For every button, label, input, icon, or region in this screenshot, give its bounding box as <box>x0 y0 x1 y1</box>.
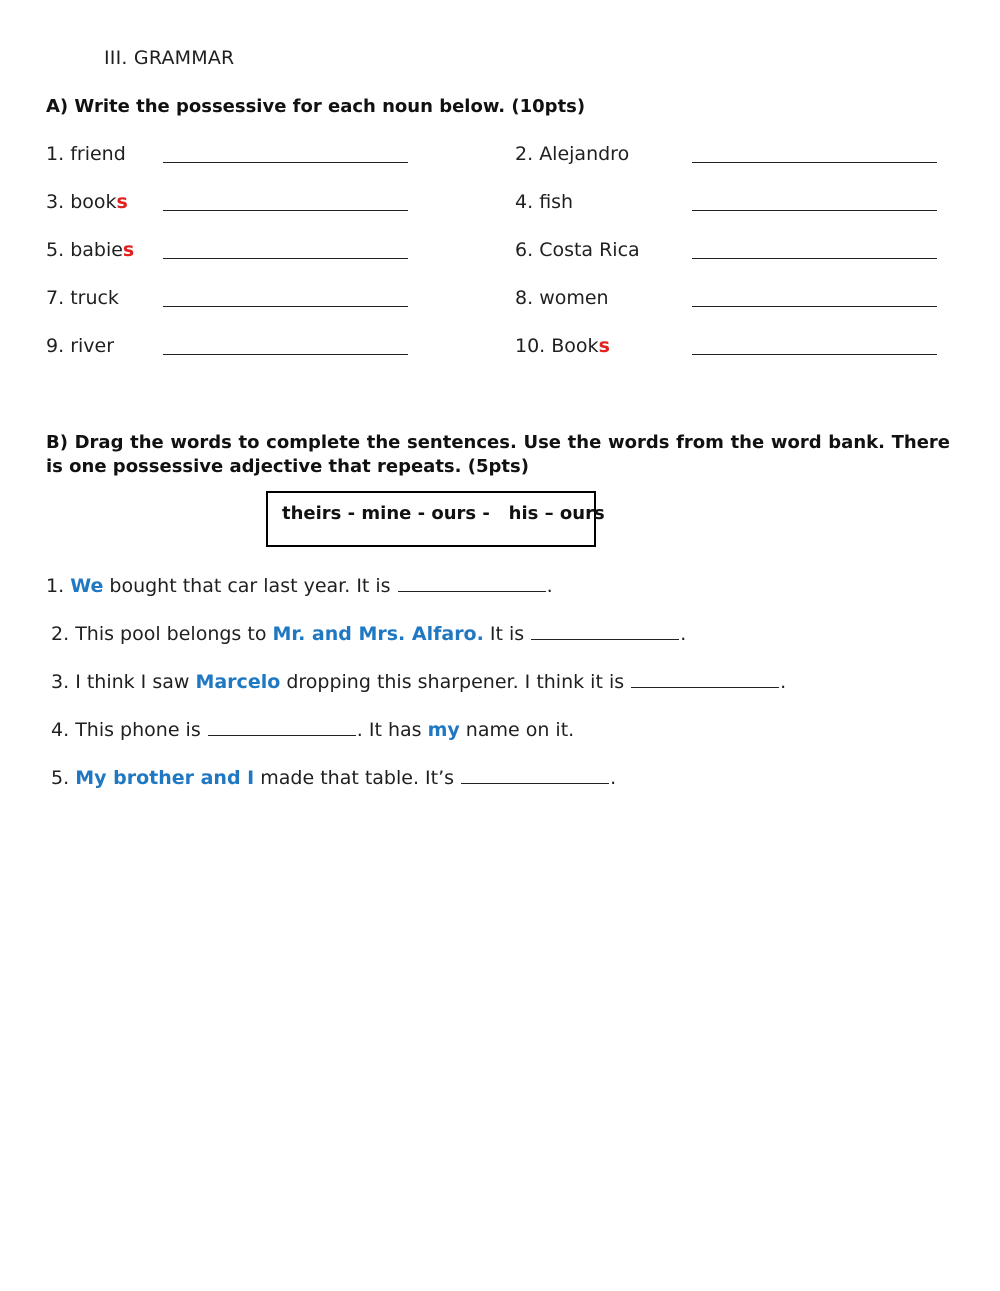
item-number: 2. <box>515 143 534 165</box>
sentence-text: made that table. It’s <box>254 767 461 789</box>
sentence-subject: my <box>427 719 460 741</box>
answer-line-2[interactable] <box>692 162 937 163</box>
item-word: Books <box>551 335 610 357</box>
drop-blank[interactable] <box>208 735 356 736</box>
sentence-subject: My brother and I <box>75 767 255 789</box>
answer-line-10[interactable] <box>692 354 937 355</box>
item-7 <box>46 287 119 309</box>
item-5 <box>46 239 134 261</box>
sentence-subject: We <box>70 575 104 597</box>
sentence-number: 1. <box>46 575 65 597</box>
sentence-2 <box>51 623 686 645</box>
drop-blank[interactable] <box>531 639 679 640</box>
item-4 <box>515 191 573 213</box>
item-word: river <box>70 335 115 357</box>
word-bank[interactable]: theirs - mine - ours - his – ours <box>266 491 596 547</box>
sentence-text: . It has <box>356 719 428 741</box>
sentence-text: This phone is <box>75 719 207 741</box>
item-2 <box>515 143 629 165</box>
sentence-1 <box>46 575 553 597</box>
answer-line-6[interactable] <box>692 258 937 259</box>
drop-blank[interactable] <box>398 591 546 592</box>
sentence-text: bought that car last year. It is <box>103 575 397 597</box>
sentence-text: dropping this sharpener. I think it is <box>280 671 631 693</box>
sentence-end: . <box>780 671 787 693</box>
answer-line-9[interactable] <box>163 354 408 355</box>
answer-line-1[interactable] <box>163 162 408 163</box>
item-word: Costa Rica <box>539 239 640 261</box>
item-word: books <box>70 191 128 213</box>
answer-line-7[interactable] <box>163 306 408 307</box>
item-word: fish <box>539 191 574 213</box>
item-1 <box>46 143 126 165</box>
sentence-number: 5. <box>51 767 70 789</box>
sentence-3 <box>51 671 786 693</box>
item-word: friend <box>70 143 126 165</box>
sentence-number: 3. <box>51 671 70 693</box>
item-8 <box>515 287 609 309</box>
item-word: Alejandro <box>539 143 630 165</box>
drop-blank[interactable] <box>461 783 609 784</box>
sentence-number: 4. <box>51 719 70 741</box>
answer-line-8[interactable] <box>692 306 937 307</box>
item-10 <box>515 335 610 357</box>
sentence-end: . <box>610 767 617 789</box>
item-word: babies <box>70 239 135 261</box>
item-word: women <box>539 287 609 309</box>
item-number: 1. <box>46 143 65 165</box>
drop-blank[interactable] <box>631 687 779 688</box>
sentence-4 <box>51 719 574 741</box>
item-word: truck <box>70 287 119 309</box>
answer-line-3[interactable] <box>163 210 408 211</box>
sentence-subject: Marcelo <box>195 671 281 693</box>
part-b-instruction: B) Drag the words to complete the sentences. Use the words from the word bank. There is one possessive adjective that repeats. (5pts) <box>46 432 950 477</box>
answer-line-5[interactable] <box>163 258 408 259</box>
sentence-text: It is <box>483 623 531 645</box>
item-number: 9. <box>46 335 65 357</box>
item-number: 6. <box>515 239 534 261</box>
part-a-instruction: A) Write the possessive for each noun below. (10pts) <box>46 96 586 117</box>
item-number: 10. <box>515 335 546 357</box>
sentence-text: I think I saw <box>75 671 196 693</box>
answer-line-4[interactable] <box>692 210 937 211</box>
item-number: 8. <box>515 287 534 309</box>
item-6 <box>515 239 640 261</box>
item-number: 5. <box>46 239 65 261</box>
sentence-end: name on it. <box>459 719 575 741</box>
item-number: 7. <box>46 287 65 309</box>
plural-suffix: s <box>598 335 610 357</box>
item-number: 4. <box>515 191 534 213</box>
plural-suffix: s <box>122 239 135 261</box>
sentence-5 <box>51 767 616 789</box>
sentence-number: 2. <box>51 623 70 645</box>
item-9 <box>46 335 114 357</box>
item-3 <box>46 191 128 213</box>
section-title: III. GRAMMAR <box>104 47 235 69</box>
item-number: 3. <box>46 191 65 213</box>
sentence-text: This pool belongs to <box>75 623 273 645</box>
sentence-end: . <box>680 623 687 645</box>
plural-suffix: s <box>116 191 128 213</box>
sentence-end: . <box>546 575 553 597</box>
sentence-subject: Mr. and Mrs. Alfaro. <box>272 623 484 645</box>
